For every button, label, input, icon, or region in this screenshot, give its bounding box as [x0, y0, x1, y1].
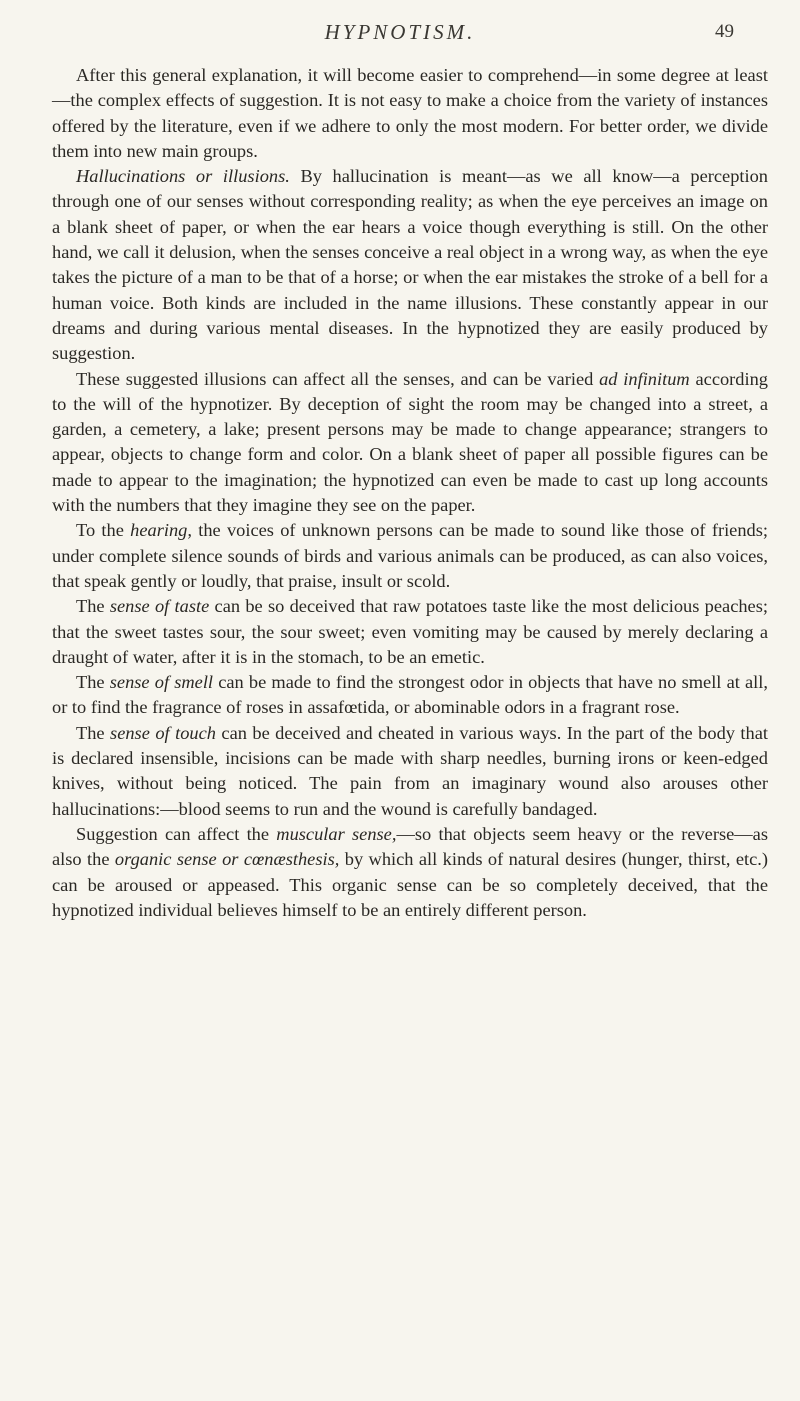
paragraph-smell — [52, 670, 768, 721]
paragraph-text: can be so deceived that raw potatoes taste like the most delicious peaches; that the sweet tastes sour, the sour sweet; even vomiting may be caused by merely declaring a draught of water, after it is in the stomach, to be an emetic. — [52, 596, 768, 667]
page-header — [0, 0, 800, 62]
emphasis-sense-of-smell: sense of smell — [109, 672, 214, 693]
paragraph-taste — [52, 594, 768, 670]
body-text — [52, 63, 768, 923]
paragraph-muscular-organic — [52, 822, 768, 923]
paragraph-text: Suggestion can affect the — [76, 823, 277, 844]
paragraph-text: The — [76, 672, 110, 693]
emphasis-sense-of-taste: sense of taste — [109, 596, 210, 617]
emphasis-hearing: hearing, — [130, 520, 192, 541]
paragraph-text: according to the will of the hypnotizer. By deception of sight the room may be changed into a street, a garden, a cemetery, a lake; present persons may be made to change appearance; strangers to appear, objects to change form and color. On a blank sheet of paper all possible figures can be made to appear to the imagination; the hypnotized can even be made to cast up long accounts with the numbers that they imagine they see on the paper. — [52, 368, 768, 516]
paragraph-text: To the — [76, 520, 131, 541]
paragraph-text: can be deceived and cheated in various ways. In the part of the body that is declared insensible, incisions can be made with sharp needles, burning irons or keen-edged knives, without being noticed. The pain from an imaginary wound also arouses other hallucinations:—blood seems to run and the wound is carefully bandaged. — [52, 722, 768, 819]
paragraph-text: By hallucination is meant—as we all know—a perception through one of our senses without corresponding reality; as when the eye perceives an image on a blank sheet of paper, or when the ear hears a voice though everything is still. On the other hand, we call it delusion, when the senses conceive a real object in a wrong way, as when the eye takes the picture of a man to be that of a horse; or when the ear mistakes the stroke of a bell for a human voice. Both kinds are included in the name illusions. These constantly appear in our dreams and during various mental diseases. In the hypnotized they are easily produced by suggestion. — [52, 166, 768, 364]
emphasis-organic-sense: organic sense or cœnæsthesis, — [114, 849, 340, 870]
paragraph-text: After this general explanation, it will become easier to comprehend—in some degree at least—the complex effects of suggestion. It is not easy to make a choice from the variety of instances offered by the literature, even if we adhere to only the most modern. For better order, we divide them into new main groups. — [52, 65, 768, 161]
paragraph-hallucinations — [52, 164, 768, 366]
section-heading-hallucinations: Hallucinations or illusions. — [76, 166, 290, 187]
emphasis-sense-of-touch: sense of touch — [110, 722, 216, 743]
paragraph-hearing — [52, 518, 768, 594]
emphasis-ad-infinitum: ad infinitum — [599, 368, 690, 389]
emphasis-muscular-sense: muscular sense, — [276, 823, 397, 844]
paragraph-suggested-illusions — [52, 367, 768, 519]
paragraph-text: the voices of unknown persons can be made to sound like those of friends; under complete silence sounds of birds and various animals can be produced, as can also voices, that speak gently or loudly, that praise, insult or scold. — [52, 520, 768, 591]
paragraph-text: —so that objects seem heavy or the reverse—as also the — [52, 823, 768, 870]
paragraph-text: The — [76, 596, 110, 617]
page-number: 49 — [715, 21, 734, 42]
paragraph-touch — [52, 721, 768, 822]
paragraph-text: can be made to find the strongest odor in objects that have no smell at all, or to find the fragrance of roses in assafœtida, or abominable odors in a fragrant rose. — [52, 672, 768, 718]
running-head: HYPNOTISM. — [324, 20, 476, 44]
paragraph-text: These suggested illusions can affect all the senses, and can be varied — [76, 368, 600, 389]
paragraph-intro — [52, 63, 768, 164]
paragraph-text: The — [76, 722, 111, 743]
paragraph-text: by which all kinds of natural desires (hunger, thirst, etc.) can be aroused or appeased. This organic sense can be so completely deceived, that the hypnotized individual believes himself to be an entirely different person. — [52, 849, 768, 920]
